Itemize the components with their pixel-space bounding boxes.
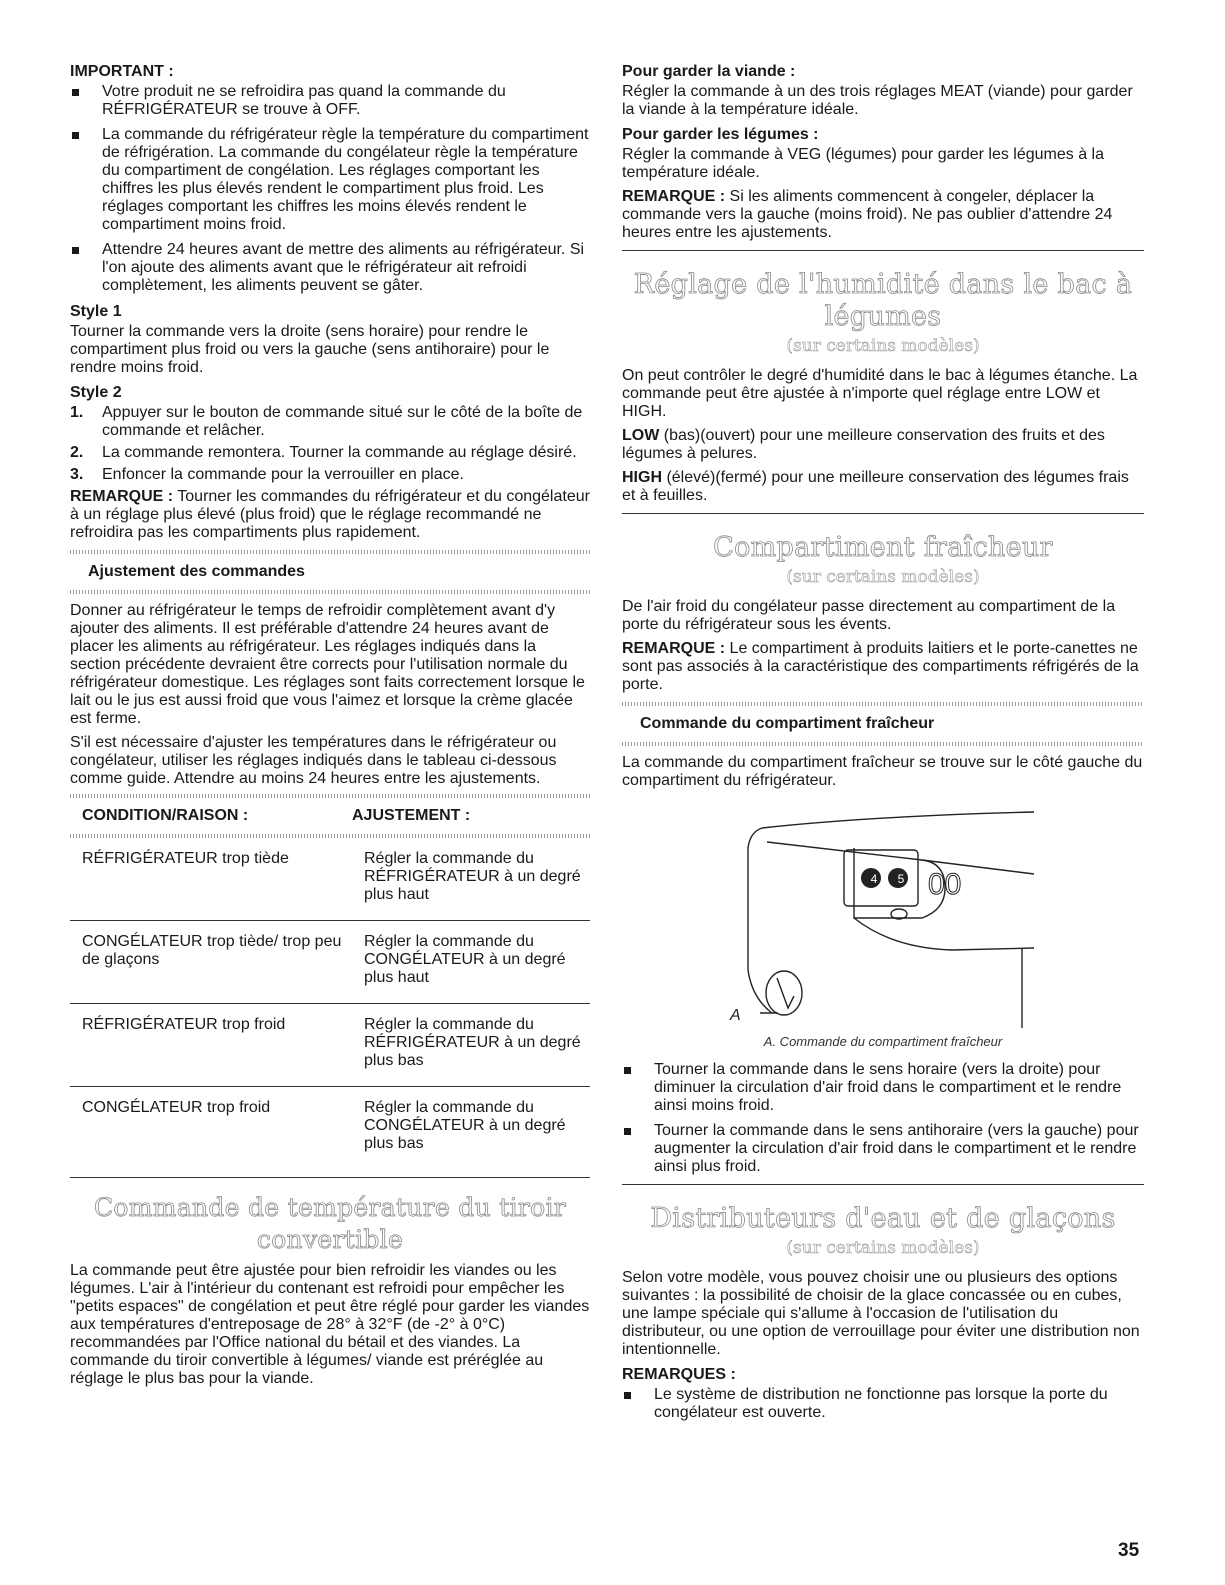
low-paragraph — [622, 427, 1144, 463]
fraicheur-text: De l'air froid du congélateur passe directement au compartiment de la porte du réfrigérateur sous les évents. — [622, 598, 1116, 633]
section-rule — [622, 1184, 1144, 1185]
ajust-paragraph: Donner au réfrigérateur le temps de refroidir complètement avant d'y ajouter des aliments. Il est préférable d'attendre 24 heures avant de placer les aliments au réfrigérateur. Les réglages indiqués dans la section précédente devraient être corrects pour l'utilisation normale du réfrigérateur domestique. Les réglages sont faits correctement lorsque le lait ou le jus est aussi froid que vous l'aimez et lorsque la crème glacée est ferme. — [70, 602, 585, 727]
section-heading-commande: Commande du compartiment fraîcheur — [640, 715, 935, 732]
list-item: Tourner la commande dans le sens horaire (vers la droite) pour diminuer la circulation d'air froid dans le compartiment et le rendre ainsi moins froid. — [622, 1061, 1144, 1115]
left-column — [70, 62, 590, 1394]
svg-text:4: 4 — [870, 872, 878, 886]
section-title-tiroir: Commande de température du tiroir convertible — [93, 1193, 567, 1254]
step-text: Enfoncer la commande pour la verrouiller en place. — [102, 466, 464, 483]
list-item: La commande du réfrigérateur règle la température du compartiment de réfrigération. La commande du congélateur règle la température du compartiment de congélation. Les réglages comportant les chiffres les plus élevés rendent le compartiment plus froid. Les réglages comportant les chiffres les moins élevés rendent le compartiment moins froid. — [70, 126, 590, 234]
humidite-text: On peut contrôler le degré d'humidité dans le bac à légumes étanche. La commande peut être ajustée à n'importe quel réglage entre LOW et HIGH. — [622, 367, 1138, 420]
style2-heading: Style 2 — [70, 384, 122, 401]
section-title-fraicheur: Compartiment fraîcheur — [713, 532, 1053, 563]
dotted-divider — [70, 550, 590, 554]
right-column — [622, 62, 1144, 1429]
table-row — [70, 921, 590, 1004]
section-subtitle-humidite: (sur certains modèles) — [786, 336, 980, 356]
list-item: Votre produit ne se refroidira pas quand la commande du RÉFRIGÉRATEUR se trouve à OFF. — [70, 83, 590, 119]
step-number: 1. — [70, 404, 84, 421]
table-header — [70, 806, 590, 826]
remarque-paragraph — [622, 188, 1144, 242]
section-title-distributeurs: Distributeurs d'eau et de glaçons — [650, 1203, 1116, 1234]
step-text: Appuyer sur le bouton de commande situé sur le côté de la boîte de commande et relâcher. — [102, 404, 583, 439]
section-heading-ajustement: Ajustement des commandes — [88, 563, 305, 580]
section-subtitle-fraicheur: (sur certains modèles) — [786, 567, 980, 587]
adjustment-table — [70, 838, 590, 1178]
high-text: (élevé)(fermé) pour une meilleure conservation des légumes frais et à feuilles. — [622, 469, 1129, 504]
step-item — [70, 404, 590, 440]
svg-text:5: 5 — [897, 872, 905, 886]
viande-heading: Pour garder la viande : — [622, 63, 796, 80]
section-rule — [622, 513, 1144, 514]
table-cell-ajustement: Régler la commande du RÉFRIGÉRATEUR à un degré plus bas — [352, 1004, 590, 1087]
step-text: La commande remontera. Tourner la commande au réglage désiré. — [102, 444, 577, 461]
fraicheur-control-drawing — [622, 798, 1144, 1028]
remarque-paragraph — [622, 640, 1144, 694]
legumes-heading: Pour garder les légumes : — [622, 126, 819, 143]
control-illustration — [622, 798, 1144, 1028]
remarque-label: REMARQUE : — [622, 188, 726, 205]
table-row — [70, 1087, 590, 1178]
remarque-text: Si les aliments commencent à congeler, déplacer la commande vers la gauche (moins froid). Ne pas oublier d'attendre 24 heures entre les ajustements. — [622, 188, 1113, 241]
section-subtitle-distributeurs: (sur certains modèles) — [786, 1238, 980, 1258]
list-item: Le système de distribution ne fonctionne pas lorsque la porte du congélateur est ouverte. — [622, 1386, 1144, 1422]
figure-caption: A. Commande du compartiment fraîcheur — [763, 1034, 1003, 1049]
section-rule — [622, 250, 1144, 251]
remarque-label: REMARQUE : — [622, 640, 726, 657]
remarque-label: REMARQUE : — [70, 488, 174, 505]
low-text: (bas)(ouvert) pour une meilleure conservation des fruits et des légumes à pelures. — [622, 427, 1105, 462]
step-item — [70, 444, 590, 462]
distrib-text: Selon votre modèle, vous pouvez choisir une ou plusieurs des options suivantes : la possibilité de choisir de la glace concassée ou en cubes, une lampe spéciale qui s'allume à l'occasion de l'utilisation du distributeur, ou une option de verrouillage pour éviter une distribution non intentionnelle. — [622, 1269, 1140, 1358]
viande-text: Régler la commande à un des trois réglages MEAT (viande) pour garder la viande à la température idéale. — [622, 83, 1133, 118]
list-item: Tourner la commande dans le sens antihoraire (vers la gauche) pour augmenter la circulation d'air froid dans le compartiment et le rendre ainsi plus froid. — [622, 1122, 1144, 1176]
page-number: 35 — [1118, 1540, 1140, 1561]
commande-text: La commande du compartiment fraîcheur se trouve sur le côté gauche du compartiment du réfrigérateur. — [622, 754, 1143, 789]
dotted-divider — [70, 794, 590, 798]
legumes-text: Régler la commande à VEG (légumes) pour garder les légumes à la température idéale. — [622, 146, 1105, 181]
step-number: 2. — [70, 444, 84, 461]
low-label: LOW — [622, 427, 660, 444]
remarque-text: Tourner les commandes du réfrigérateur et du congélateur à un réglage plus élevé (plus froid) que le réglage recommandé ne refroidira pas les compartiments plus rapidement. — [70, 488, 590, 541]
figure-label-a: A — [730, 1007, 741, 1024]
table-cell-condition: CONGÉLATEUR trop tiède/ trop peu de glaçons — [70, 921, 352, 1004]
style1-heading: Style 1 — [70, 303, 122, 320]
table-cell-condition: RÉFRIGÉRATEUR trop tiède — [70, 838, 352, 921]
ajust-paragraph: S'il est nécessaire d'ajuster les températures dans le réfrigérateur ou congélateur, utiliser les réglages indiqués dans le tableau ci-dessous comme guide. Attendre au moins 24 heures entre les ajustements. — [70, 734, 557, 787]
table-cell-condition: RÉFRIGÉRATEUR trop froid — [70, 1004, 352, 1087]
step-number: 3. — [70, 466, 84, 483]
remarque-text: Le compartiment à produits laitiers et le porte-canettes ne sont pas associés à la caractéristique des compartiments réfrigérés de la porte. — [622, 640, 1139, 693]
dotted-divider — [70, 590, 590, 594]
dotted-divider — [622, 742, 1144, 746]
table-header-condition: CONDITION/RAISON : — [82, 807, 249, 824]
high-paragraph — [622, 469, 1144, 505]
style1-text: Tourner la commande vers la droite (sens horaire) pour rendre le compartiment plus froid ou vers la gauche (sens antihoraire) pour le rendre moins froid. — [70, 323, 550, 376]
tiroir-text: La commande peut être ajustée pour bien refroidir les viandes ou les légumes. L'air à l'intérieur du contenant est refroidi pour empêcher les "petits espaces" de congélation et peut être réglé pour garder les viandes aux températures d'entreposage de 28° à 32°F (de -2° à 0°C) recommandées par l'Office national du bétail et des viandes. La commande du tiroir convertible à légumes/ viande est préréglée au réglage le plus bas pour la viande. — [70, 1262, 590, 1387]
svg-text:00: 00 — [928, 868, 962, 901]
table-cell-ajustement: Régler la commande du CONGÉLATEUR à un degré plus haut — [352, 921, 590, 1004]
high-label: HIGH — [622, 469, 662, 486]
list-item: Attendre 24 heures avant de mettre des aliments au réfrigérateur. Si l'on ajoute des aliments avant que le réfrigérateur ait refroidi complètement, les aliments peuvent se gâter. — [70, 241, 590, 295]
remarques-heading: REMARQUES : — [622, 1366, 736, 1383]
important-list — [70, 83, 590, 295]
table-row — [70, 838, 590, 921]
section-title-humidite: Réglage de l'humidité dans le bac à légumes — [633, 269, 1133, 332]
remarques-list — [622, 1386, 1144, 1422]
commande-list — [622, 1061, 1144, 1176]
table-cell-ajustement: Régler la commande du CONGÉLATEUR à un degré plus bas — [352, 1087, 590, 1178]
dotted-divider — [622, 702, 1144, 706]
remarque-paragraph — [70, 488, 590, 542]
step-item — [70, 466, 590, 484]
table-cell-ajustement: Régler la commande du RÉFRIGÉRATEUR à un degré plus haut — [352, 838, 590, 921]
style2-steps — [70, 404, 590, 484]
table-row — [70, 1004, 590, 1087]
table-header-ajustement: AJUSTEMENT : — [352, 807, 471, 824]
table-cell-condition: CONGÉLATEUR trop froid — [70, 1087, 352, 1178]
important-label: IMPORTANT : — [70, 63, 174, 80]
